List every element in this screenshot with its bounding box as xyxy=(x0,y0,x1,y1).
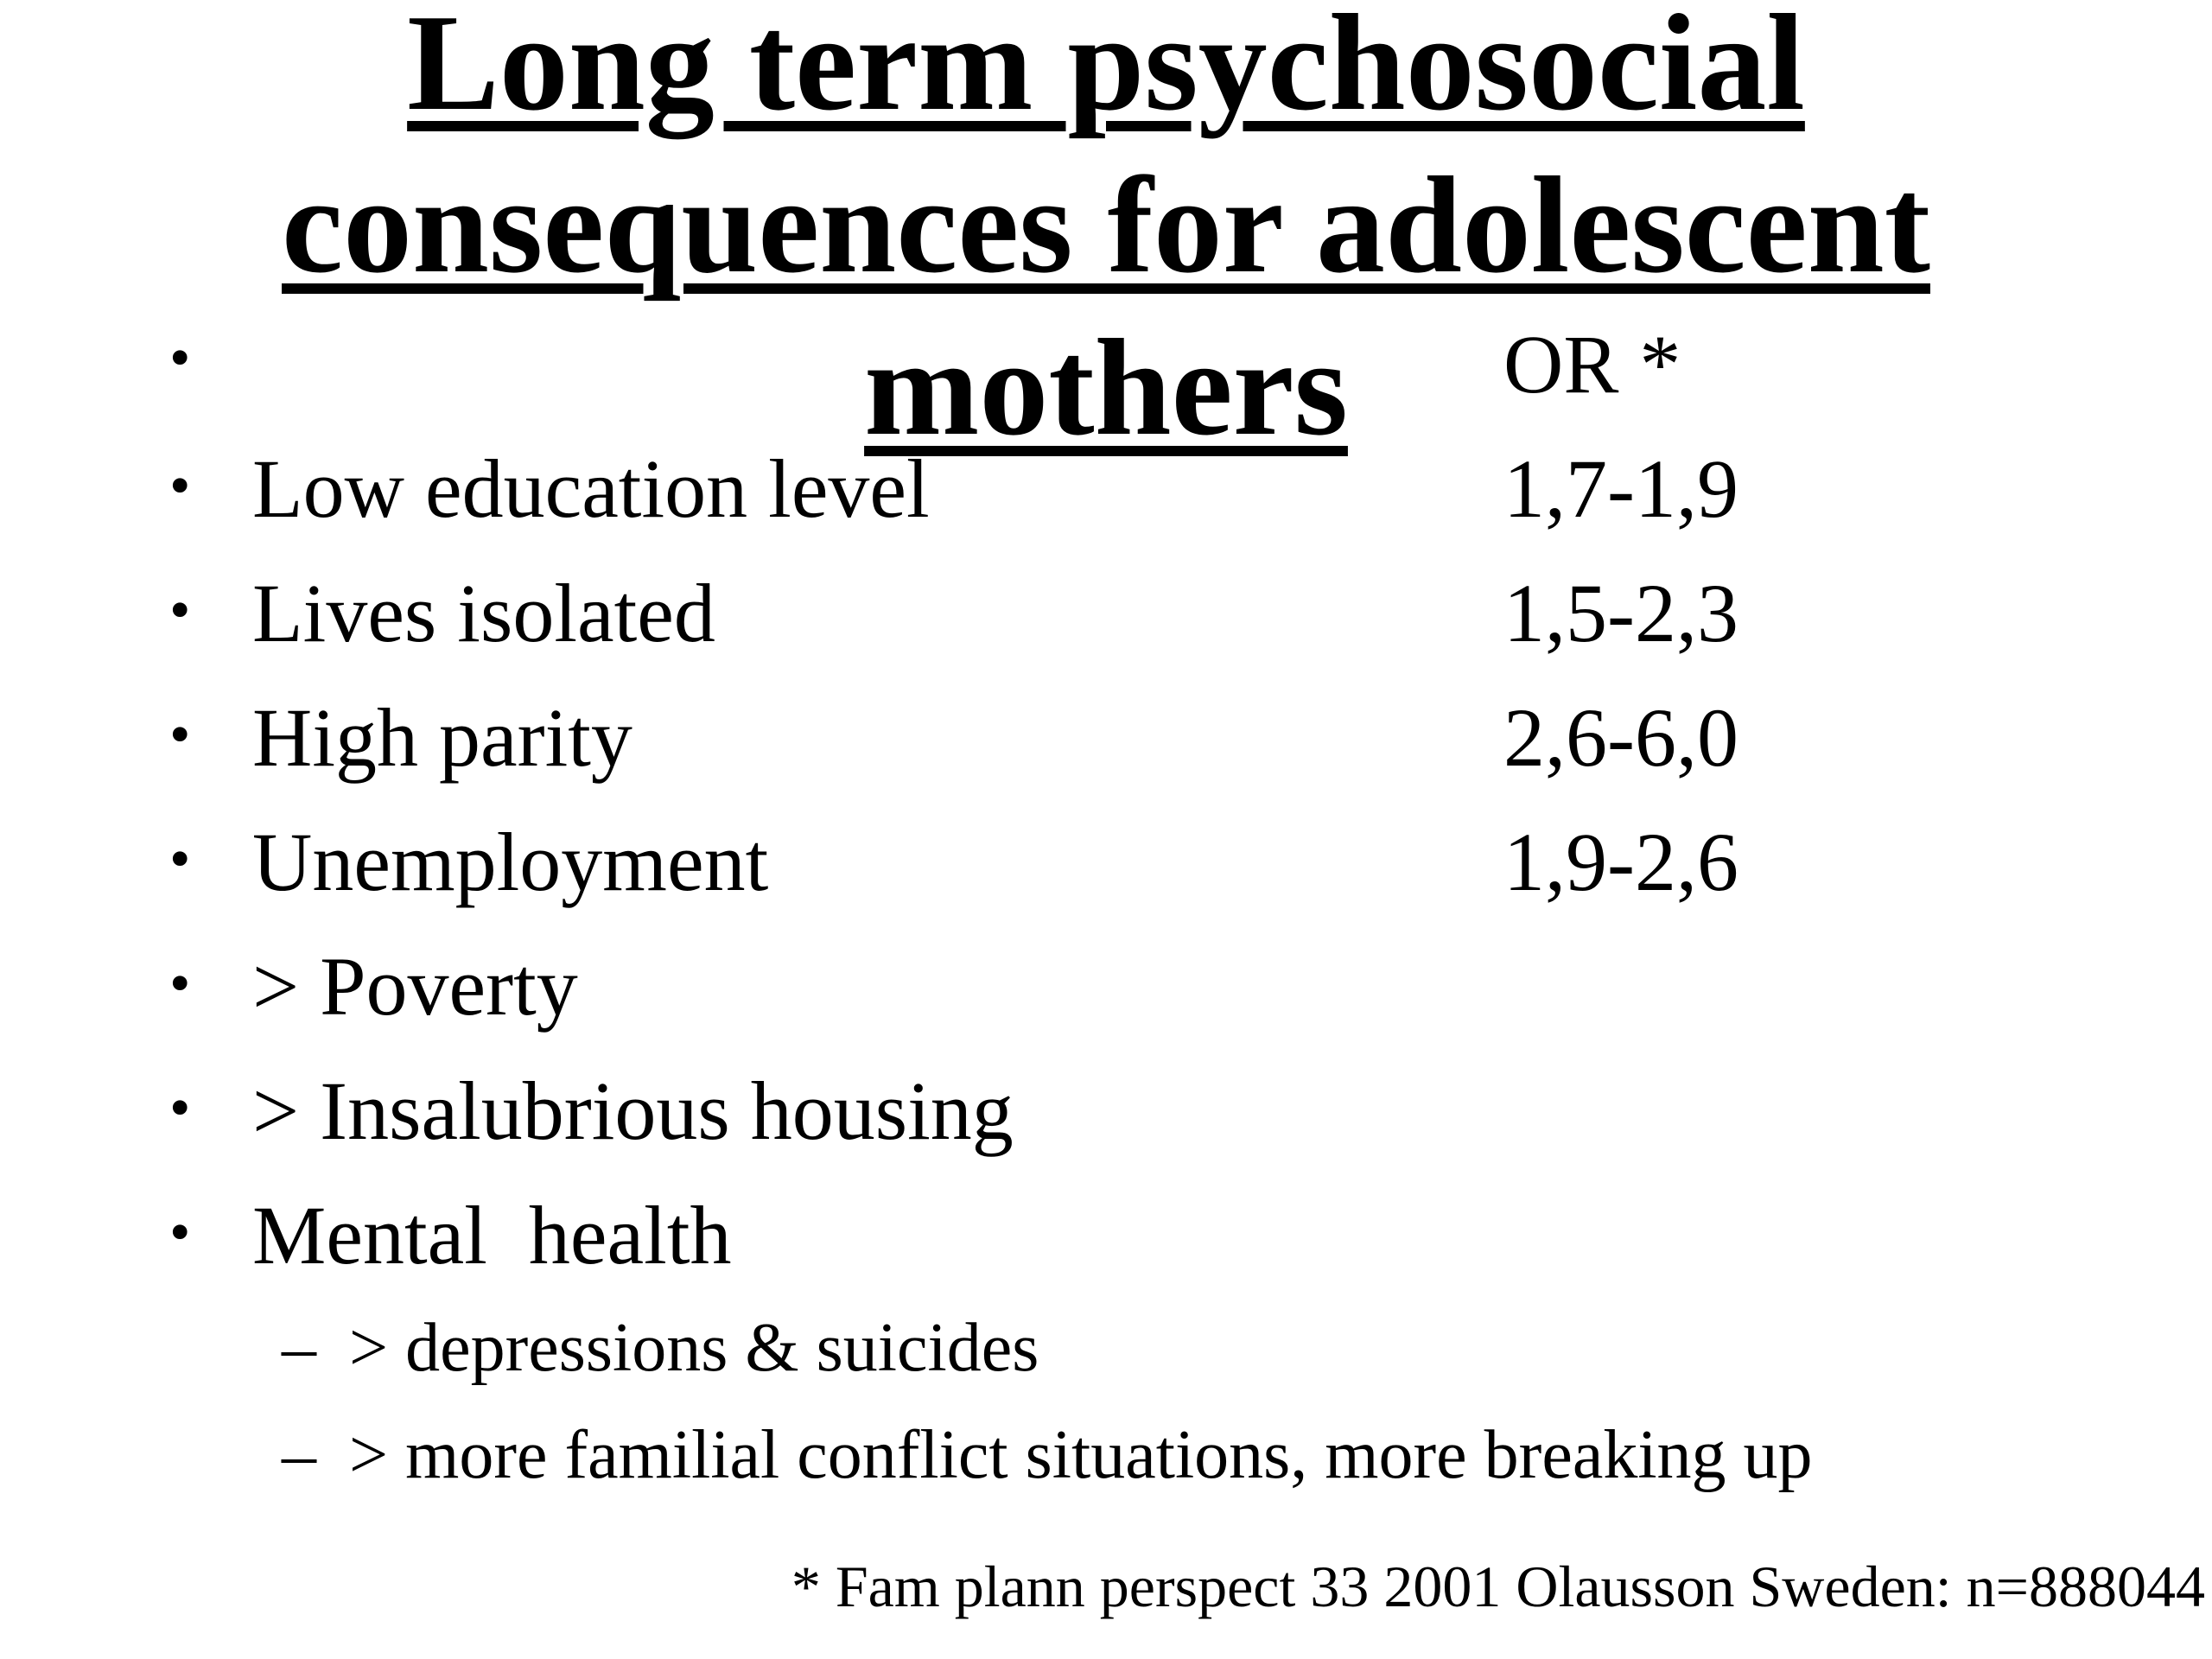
bullet-6: • xyxy=(169,1075,191,1141)
bullet-2: • xyxy=(169,577,191,644)
list-item-lives-isolated: Lives isolated xyxy=(252,567,715,659)
bullet-header: • xyxy=(169,325,191,391)
dash-1: – xyxy=(282,1310,316,1386)
sublist-item-depressions: > depressions & suicides xyxy=(349,1310,1039,1386)
or-value-high-parity: 2,6-6,0 xyxy=(1503,691,1738,784)
bullet-3: • xyxy=(169,702,191,768)
sublist-item-familial-conflict: > more familial conflict situations, more breaking up xyxy=(349,1417,1813,1493)
bullet-1: • xyxy=(169,453,191,519)
or-header: OR * xyxy=(1503,318,1681,410)
list-item-poverty: > Poverty xyxy=(252,940,578,1033)
bullet-5: • xyxy=(169,950,191,1017)
bullet-7: • xyxy=(169,1199,191,1266)
or-value-low-education: 1,7-1,9 xyxy=(1503,442,1738,535)
title-line-2: consequences for adolescent xyxy=(282,148,1930,302)
title-line-3: mothers xyxy=(864,310,1348,464)
list-item-high-parity: High parity xyxy=(252,691,632,784)
list-item-low-education: Low education level xyxy=(252,442,930,535)
or-value-unemployment: 1,9-2,6 xyxy=(1503,816,1738,908)
bullet-4: • xyxy=(169,826,191,893)
list-item-insalubrious-housing: > Insalubrious housing xyxy=(252,1065,1014,1157)
list-item-mental-health: Mental health xyxy=(252,1189,732,1281)
or-value-lives-isolated: 1,5-2,3 xyxy=(1503,567,1738,659)
title-line-1: Long term psychosocial xyxy=(407,0,1805,139)
footnote-reference: * Fam plann perspect 33 2001 Olausson Sweden: n=888044 xyxy=(791,1554,2205,1619)
dash-2: – xyxy=(282,1417,316,1493)
slide-title xyxy=(0,0,2212,468)
list-item-unemployment: Unemployment xyxy=(252,816,769,908)
